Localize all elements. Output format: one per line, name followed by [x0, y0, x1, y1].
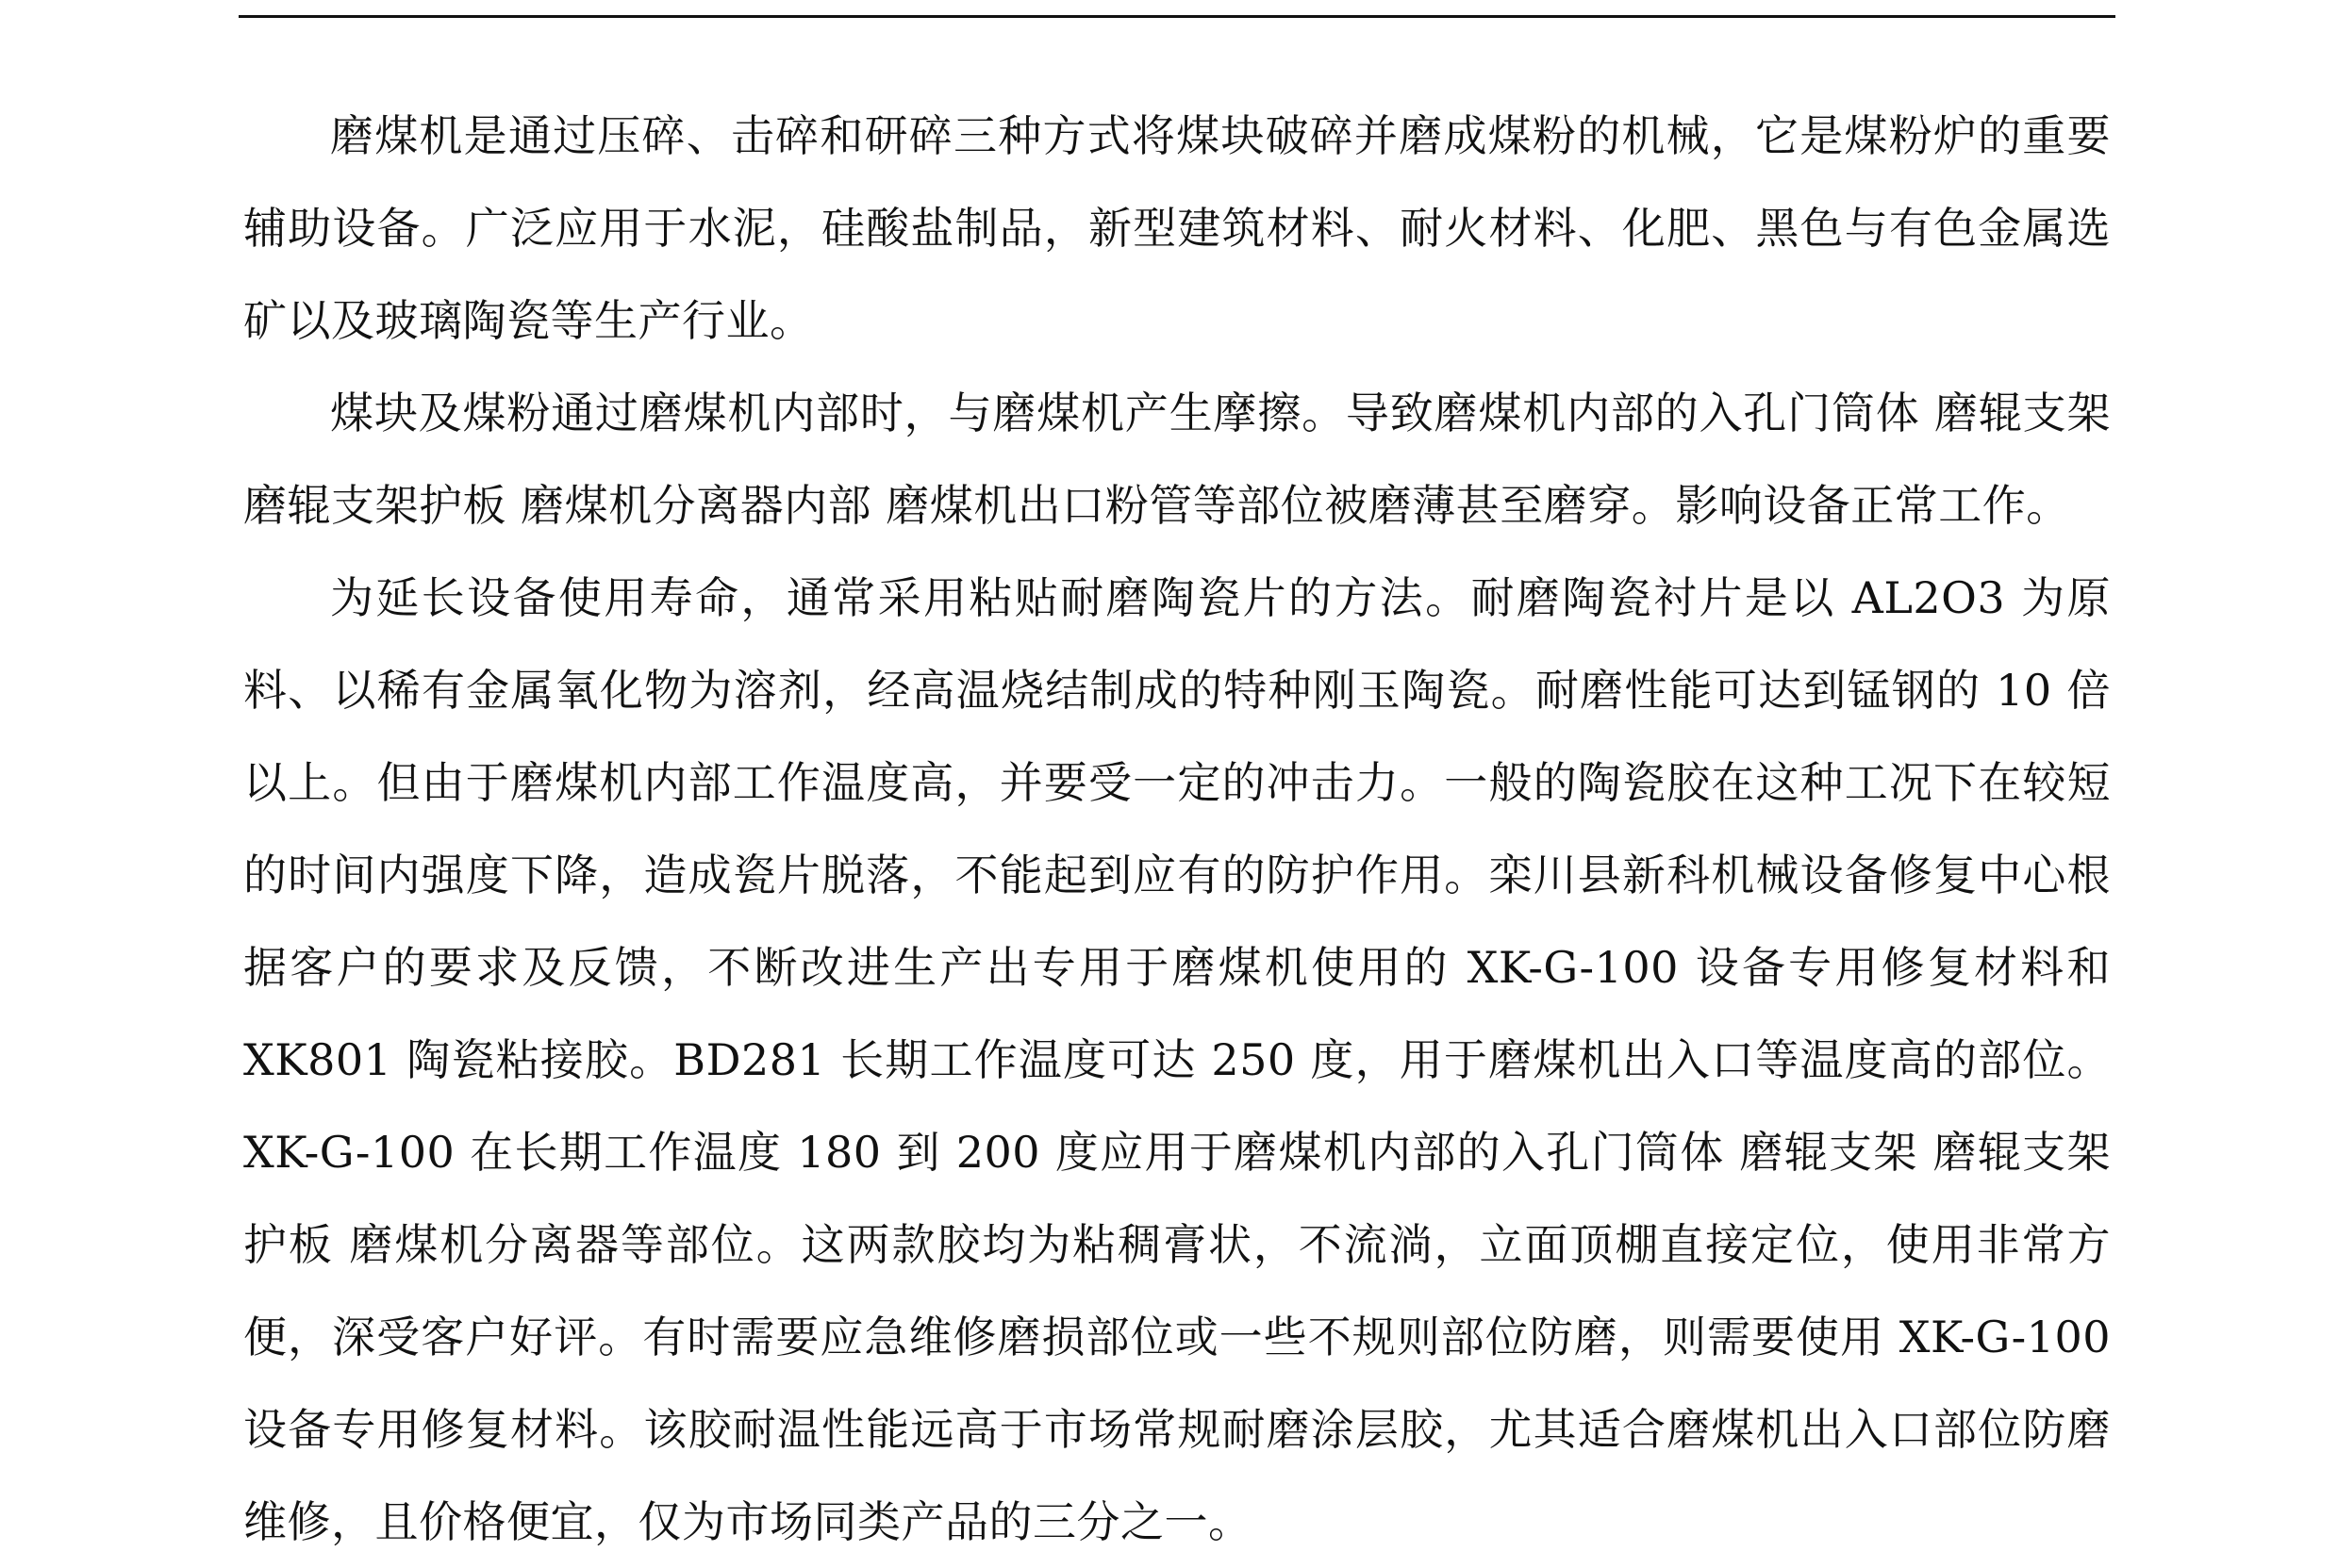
- paragraph-solution: 为延长设备使用寿命，通常采用粘贴耐磨陶瓷片的方法。耐磨陶瓷衬片是以 AL2O3 为原料、以稀有金属氧化物为溶剂，经高温烧结制成的特种刚玉陶瓷。耐磨性能可达到锰钢的 10 倍以上。但由于磨煤机内部工作温度高，并要受一定的冲击力。一般的陶瓷胶在这种工况下在较短的时间内强度下降，造成瓷片脱落，不能起到应有的防护作用。栾川县新科机械设备修复中心根据客户的要求及反馈，不断改进生产出专用于磨煤机使用的 XK-G-100 设备专用修复材料和 XK801 陶瓷粘接胶。BD281 长期工作温度可达 250 度，用于磨煤机出入口等温度高的部位。XK-G-100 在长期工作温度 180 到 200 度应用于磨煤机内部的入孔门筒体 磨辊支架 磨辊支架护板 磨煤机分离器等部位。这两款胶均为粘稠膏状，不流淌，立面顶棚直接定位，使用非常方便，深受客户好评。有时需要应急维修磨损部位或一些不规则部位防磨，则需要使用 XK-G-100 设备专用修复材料。该胶耐温性能远高于市场常规耐磨涂层胶，尤其适合磨煤机出入口部位防磨维修，且价格便宜，仅为市场同类产品的三分之一。: [243, 572, 2111, 1547]
- document-body: [243, 90, 2111, 1568]
- header-rule: [239, 15, 2115, 18]
- paragraph-wear-problem: 煤块及煤粉通过磨煤机内部时，与磨煤机产生摩擦。导致磨煤机内部的入孔门筒体 磨辊支架 磨辊支架护板 磨煤机分离器内部 磨煤机出口粉管等部位被磨薄甚至磨穿。影响设备正常工作。: [243, 388, 2111, 531]
- paragraph-intro: 磨煤机是通过压碎、击碎和研碎三种方式将煤块破碎并磨成煤粉的机械，它是煤粉炉的重要辅助设备。广泛应用于水泥，硅酸盐制品，新型建筑材料、耐火材料、化肥、黑色与有色金属选矿以及玻璃陶瓷等生产行业。: [243, 110, 2111, 346]
